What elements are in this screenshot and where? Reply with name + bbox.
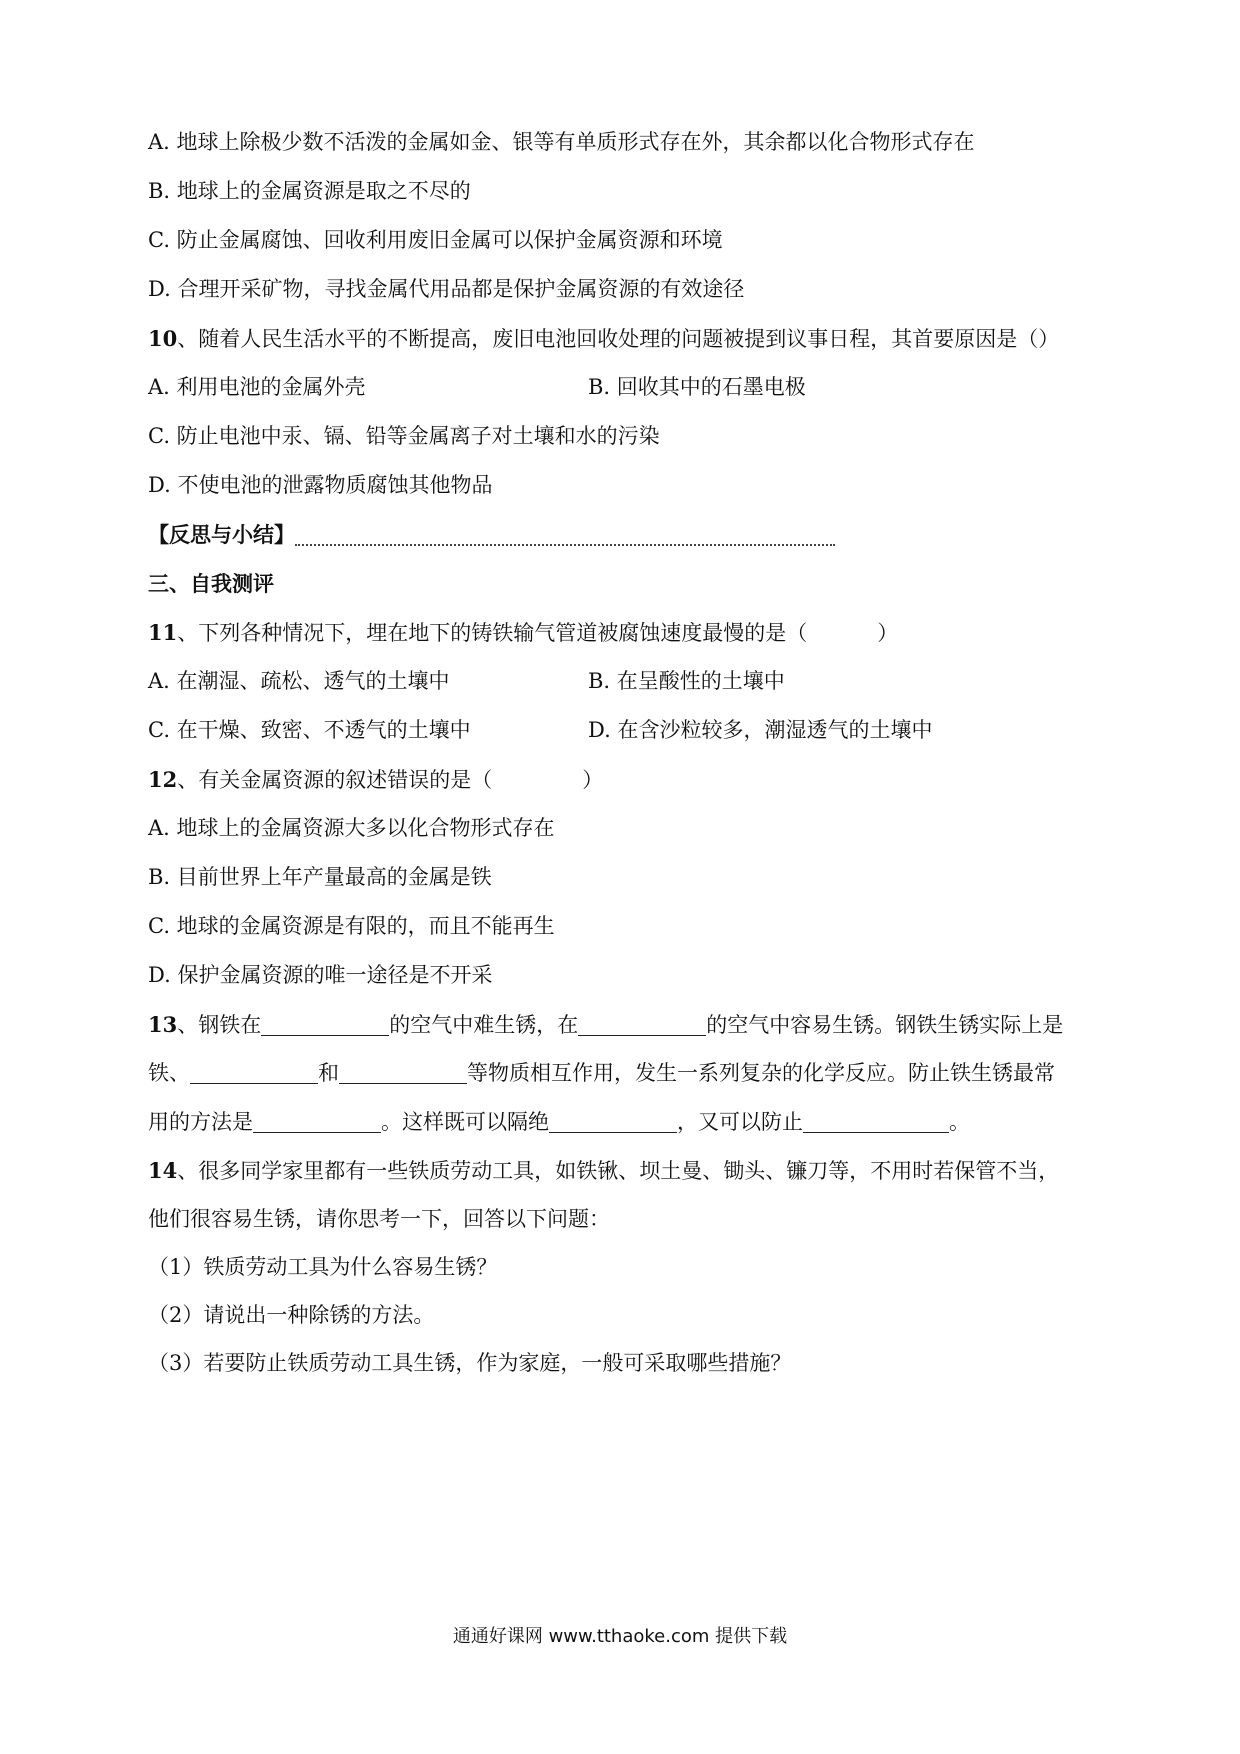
q11-option-d: D. 在含沙粒较多，潮湿透气的土壤中 <box>588 718 933 742</box>
q10-option-d: D. 不使电池的泄露物质腐蚀其他物品 <box>148 473 493 497</box>
q13-text-6: 等物质相互作用，发生一系列复杂的化学反应。防止铁生锈最常 <box>467 1061 1055 1085</box>
q13-text-4: 铁、 <box>148 1061 190 1085</box>
q13-blank-1[interactable] <box>261 1009 389 1036</box>
q13-text-1: 、钢铁在 <box>177 1013 262 1037</box>
q12-stem-text: 、有关金属资源的叙述错误的是（ <box>177 768 493 792</box>
q11-option-c: C. 在干燥、致密、不透气的土壤中 <box>148 718 471 742</box>
section-title: 三、自我测评 <box>148 571 274 596</box>
q11-number: 11 <box>148 620 178 645</box>
q13-blank-6[interactable] <box>549 1106 677 1133</box>
q13-line-3 <box>148 1098 1108 1147</box>
q14-stem-text-1: 、很多同学家里都有一些铁质劳动工具，如铁锹、坝土曼、锄头、镰刀等，不用时若保管不当， <box>177 1159 1060 1183</box>
q11-options-ab <box>148 657 1108 706</box>
q12-stem <box>148 755 1108 804</box>
q14-subquestion-1: （1）铁质劳动工具为什么容易生锈？ <box>148 1255 498 1279</box>
q10-number: 10 <box>148 326 178 351</box>
q12-option-d: D. 保护金属资源的唯一途径是不开采 <box>148 963 493 987</box>
q13-line-1 <box>148 1000 1108 1049</box>
q12-number: 12 <box>148 767 178 792</box>
q10-stem-text: 、随着人民生活水平的不断提高，废旧电池回收处理的问题被提到议事日程，其首要原因是（） <box>177 327 1060 351</box>
q14-number: 14 <box>148 1158 178 1183</box>
q10-option-c: C. 防止电池中汞、镉、铅等金属离子对土壤和水的污染 <box>148 424 660 448</box>
q11-close-paren: ） <box>877 621 899 645</box>
q13-blank-3[interactable] <box>190 1057 318 1084</box>
q9-option-c: C. 防止金属腐蚀、回收利用废旧金属可以保护金属资源和环境 <box>148 228 723 252</box>
q13-number: 13 <box>148 1012 178 1037</box>
q12-option-c: C. 地球的金属资源是有限的，而且不能再生 <box>148 914 555 938</box>
q10-option-a: A. 利用电池的金属外壳 <box>148 375 366 399</box>
q12-option-a: A. 地球上的金属资源大多以化合物形式存在 <box>148 816 555 840</box>
page-footer: 通通好课网 www.tthaoke.com 提供下载 <box>452 1626 788 1647</box>
q10-option-b: B. 回收其中的石墨电极 <box>588 375 806 399</box>
reflection-row <box>148 510 1108 559</box>
q11-options-cd <box>148 706 1108 755</box>
q13-line-2 <box>148 1049 1108 1098</box>
q10-stem <box>148 314 1108 363</box>
reflection-label: 【反思与小结】 <box>148 522 295 547</box>
q13-blank-2[interactable] <box>578 1009 706 1036</box>
q14-stem-line-2: 他们很容易生锈，请你思考一下，回答以下问题： <box>148 1207 610 1231</box>
reflection-blank <box>295 518 835 546</box>
q9-option-b: B. 地球上的金属资源是取之不尽的 <box>148 179 471 203</box>
q11-stem-text: 、下列各种情况下，埋在地下的铸铁输气管道被腐蚀速度最慢的是（ <box>177 621 808 645</box>
q13-text-3: 的空气中容易生锈。钢铁生锈实际上是 <box>706 1013 1064 1037</box>
q13-text-7: 用的方法是 <box>148 1110 253 1134</box>
q11-stem <box>148 608 1108 657</box>
q9-option-a: A. 地球上除极少数不活泼的金属如金、银等有单质形式存在外，其余都以化合物形式存在 <box>148 130 975 154</box>
q14-subquestion-2: （2）请说出一种除锈的方法。 <box>148 1303 435 1327</box>
q9-option-d: D. 合理开采矿物，寻找金属代用品都是保护金属资源的有效途径 <box>148 277 745 301</box>
q11-option-a: A. 在潮湿、疏松、透气的土壤中 <box>148 669 450 693</box>
q13-text-8: 。这样既可以隔绝 <box>381 1110 549 1134</box>
q14-stem-line-1 <box>148 1147 1108 1195</box>
q13-text-2: 的空气中难生锈，在 <box>389 1013 579 1037</box>
q13-text-10: 。 <box>949 1110 970 1134</box>
q11-option-b: B. 在呈酸性的土壤中 <box>588 669 785 693</box>
q13-text-5: 和 <box>318 1061 339 1085</box>
q13-text-9: ，又可以防止 <box>677 1110 803 1134</box>
q13-blank-7[interactable] <box>803 1106 949 1133</box>
document-content <box>148 118 1108 1387</box>
q12-option-b: B. 目前世界上年产量最高的金属是铁 <box>148 865 492 889</box>
q13-blank-4[interactable] <box>339 1057 467 1084</box>
q14-subquestion-3: （3）若要防止铁质劳动工具生锈，作为家庭，一般可采取哪些措施？ <box>148 1351 792 1375</box>
q12-close-paren: ） <box>582 768 604 792</box>
q10-options-ab <box>148 363 1108 412</box>
q13-blank-5[interactable] <box>253 1106 381 1133</box>
